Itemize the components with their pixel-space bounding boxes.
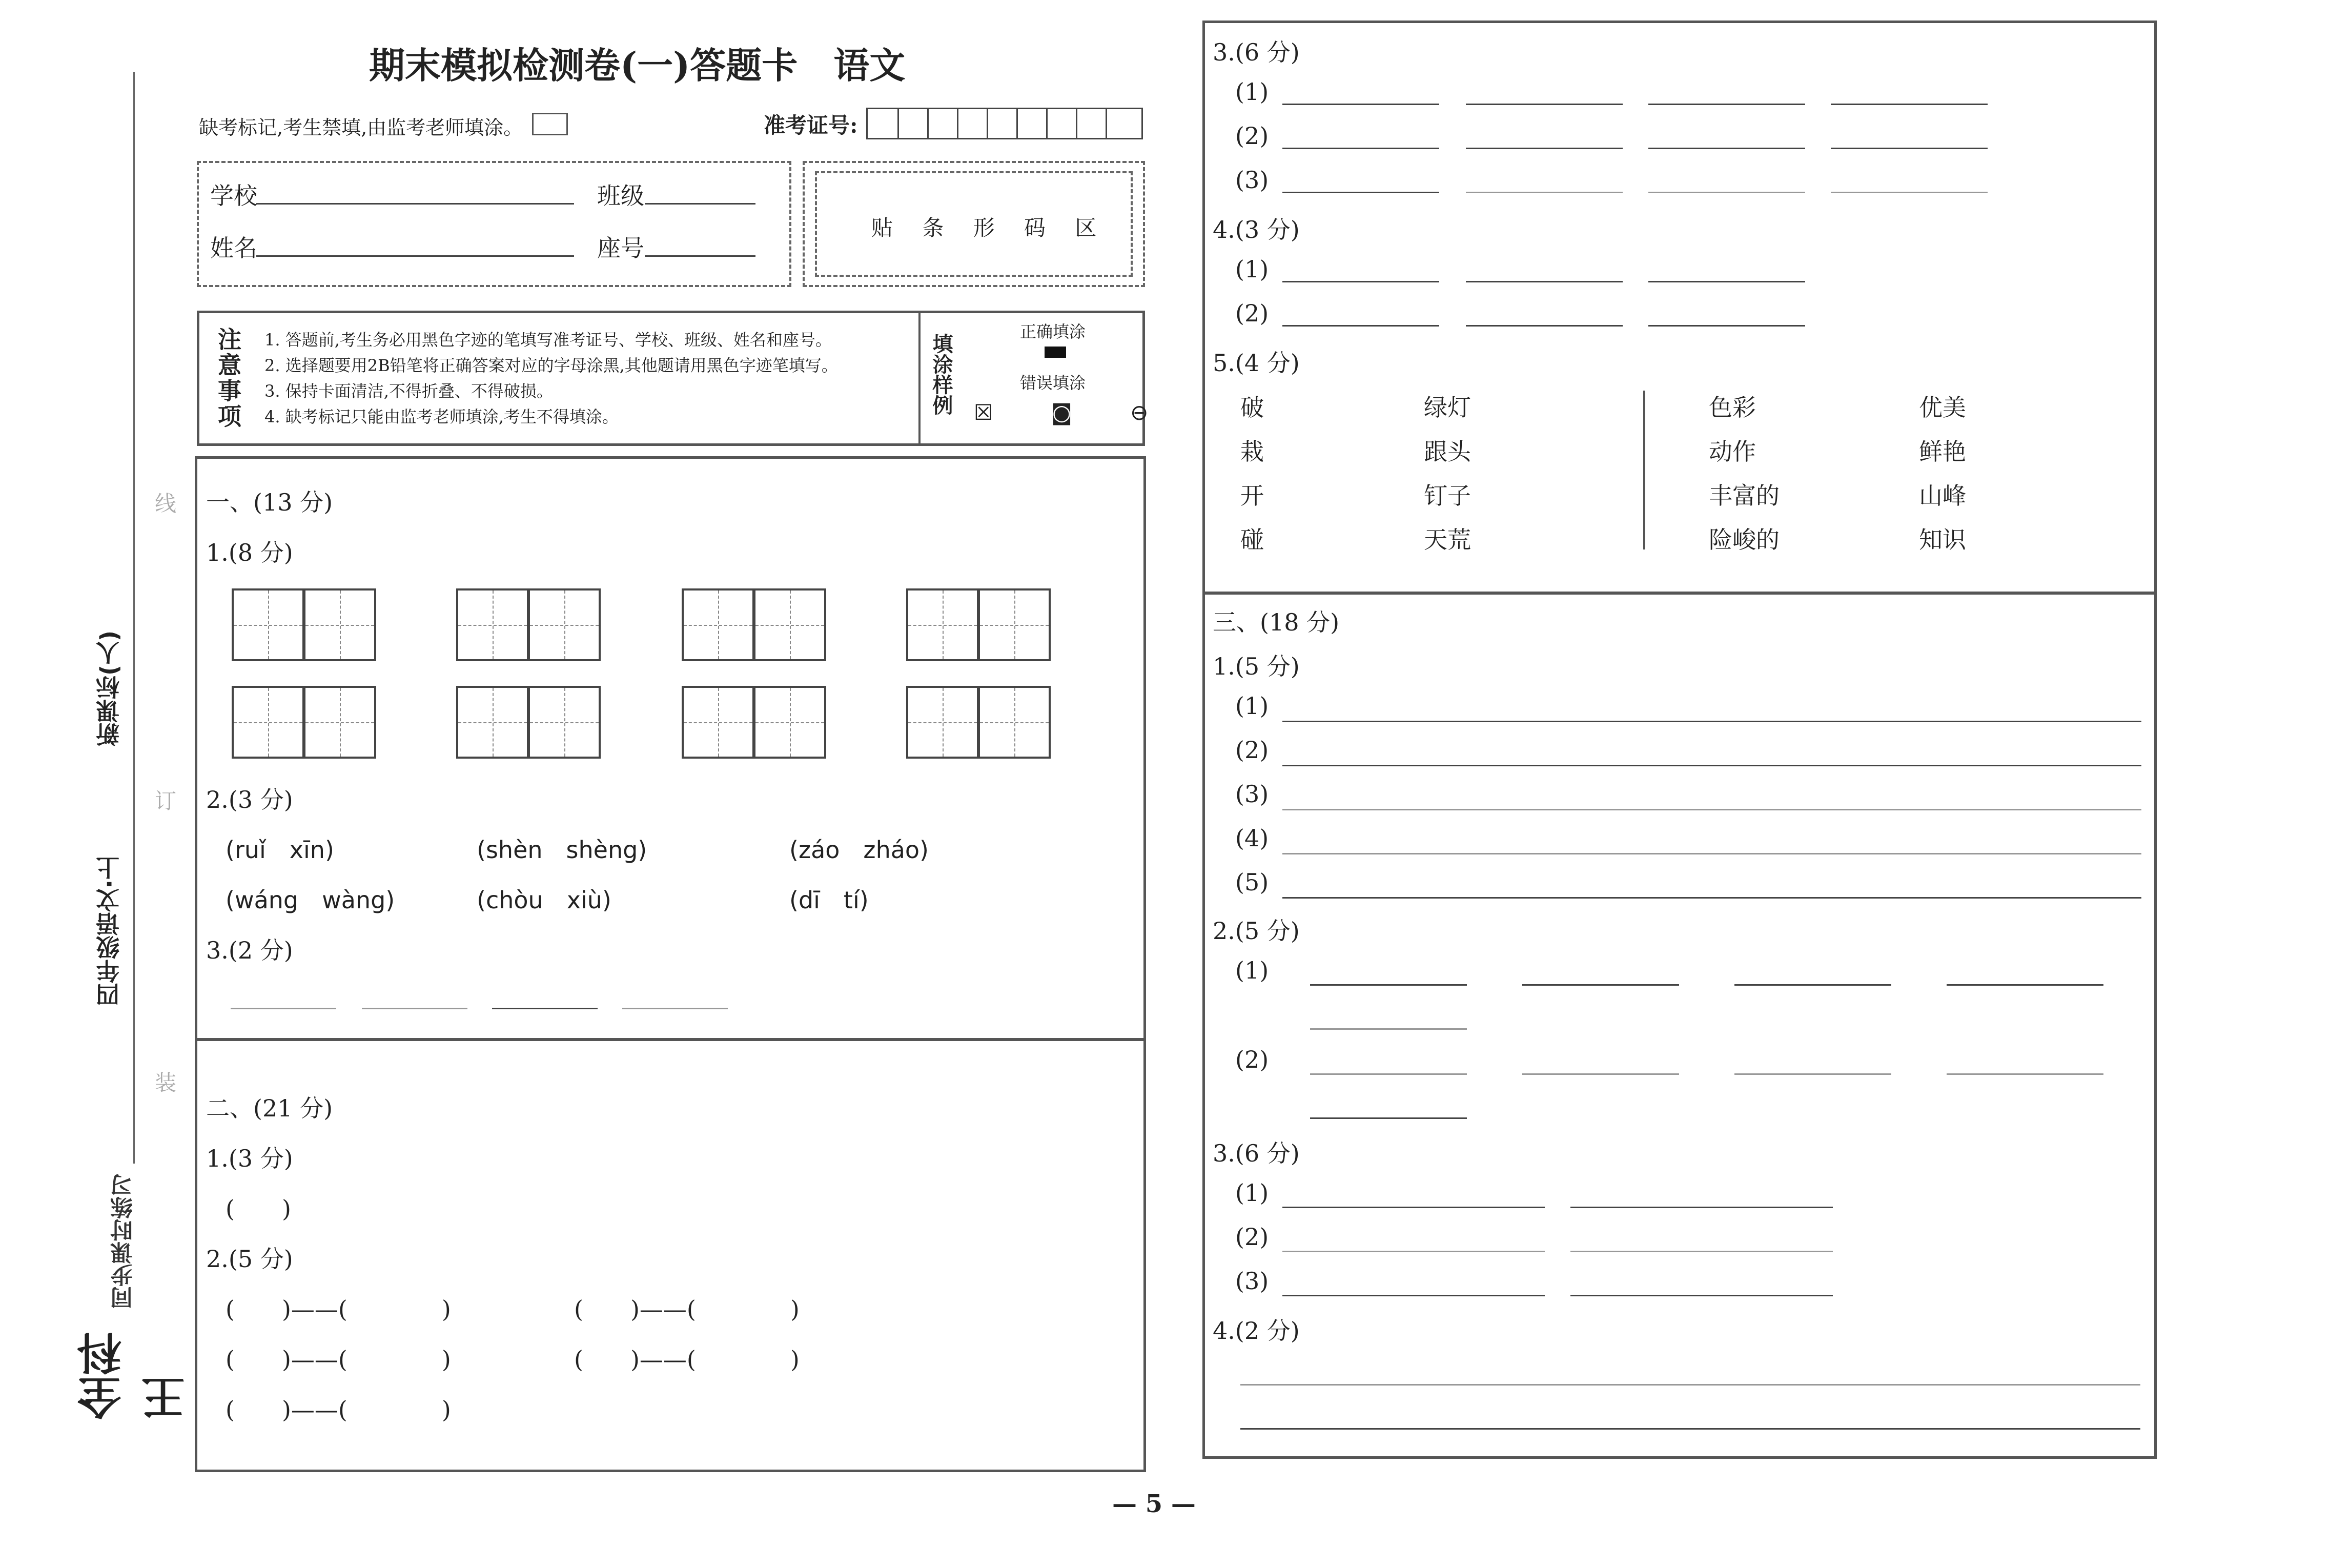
- match-column: [1709, 385, 1780, 562]
- pinyin-item[interactable]: (wáng wàng): [226, 886, 395, 914]
- answer-line[interactable]: [1522, 984, 1679, 986]
- page-number: — 5 —: [1112, 1490, 1196, 1518]
- answer-line[interactable]: [1947, 984, 2103, 986]
- note-item: 3. 保持卡面清洁,不得折叠、不得破损。: [264, 381, 553, 401]
- part3-q1: 1.(5 分): [1213, 653, 1300, 680]
- part3-q2: 2.(5 分): [1213, 917, 1300, 945]
- part2-q1-blank[interactable]: ( ): [226, 1195, 291, 1223]
- exam-id-boxes[interactable]: [866, 108, 1143, 139]
- answer-line[interactable]: [1282, 148, 1439, 149]
- rt-q3-item: (3): [1235, 166, 1269, 194]
- match-word[interactable]: 绿灯: [1424, 394, 1471, 421]
- pinyin-item[interactable]: (chòu xiù): [477, 886, 611, 914]
- answer-line[interactable]: [1648, 325, 1805, 327]
- p3-q3-item: (2): [1235, 1223, 1269, 1251]
- tian-cell[interactable]: [303, 588, 376, 661]
- answer-line[interactable]: [1282, 721, 2141, 722]
- note-item: 4. 缺考标记只能由监考老师填涂,考生不得填涂。: [264, 407, 619, 426]
- tian-cell[interactable]: [682, 588, 754, 661]
- right-top-box: [1202, 21, 2157, 595]
- p3-q3-item: (1): [1235, 1179, 1269, 1207]
- binding-strip: [21, 67, 193, 1420]
- match-word[interactable]: 动作: [1709, 438, 1756, 465]
- answer-line[interactable]: [1282, 1251, 1545, 1252]
- answer-line[interactable]: [1240, 1428, 2140, 1430]
- match-word[interactable]: 开: [1240, 482, 1264, 510]
- binding-mark-pack: 装: [155, 1070, 177, 1095]
- answer-line[interactable]: [1282, 192, 1439, 193]
- match-column: [1240, 385, 1264, 562]
- answer-line[interactable]: [1648, 281, 1805, 282]
- answer-line[interactable]: [1282, 809, 2141, 810]
- tian-cell[interactable]: [528, 686, 601, 759]
- answer-line[interactable]: [1570, 1295, 1833, 1296]
- answer-line[interactable]: [1648, 104, 1805, 105]
- word-pair[interactable]: ( )——( ): [574, 1295, 800, 1323]
- tian-cell[interactable]: [906, 588, 979, 661]
- answer-line[interactable]: [492, 1008, 598, 1009]
- match-word[interactable]: 丰富的: [1709, 482, 1780, 510]
- answer-line[interactable]: [1466, 281, 1623, 282]
- word-pair[interactable]: ( )——( ): [226, 1295, 451, 1323]
- seat-field[interactable]: [645, 255, 755, 257]
- match-word[interactable]: 天荒: [1424, 526, 1471, 554]
- match-column: [1424, 385, 1471, 562]
- correct-sample-mark: [1045, 347, 1066, 358]
- answer-line[interactable]: [1648, 192, 1805, 193]
- p3-q1-item: (4): [1235, 824, 1269, 852]
- match-word[interactable]: 碰: [1240, 526, 1264, 554]
- answer-line[interactable]: [1947, 1073, 2103, 1075]
- answer-line[interactable]: [1282, 281, 1439, 282]
- pinyin-item[interactable]: (záo zháo): [789, 836, 929, 864]
- correct-label: 正确填涂: [1020, 322, 1086, 341]
- grade-label: 四年级语文·上: [95, 856, 123, 1007]
- match-word[interactable]: 鲜艳: [1919, 438, 1966, 465]
- part1-q1: 1.(8 分): [206, 539, 293, 566]
- tian-cell[interactable]: [906, 686, 979, 759]
- part3-heading: 三、(18 分): [1213, 608, 1340, 636]
- part1-q3: 3.(2 分): [206, 936, 293, 964]
- notes-heading: 注意事项: [214, 327, 242, 430]
- p3-q1-item: (5): [1235, 868, 1269, 896]
- answer-line[interactable]: [1282, 1207, 1545, 1208]
- answer-line[interactable]: [1282, 853, 2141, 854]
- tian-cell[interactable]: [232, 588, 304, 661]
- absent-note: 缺考标记,考生禁填,由监考老师填涂。: [199, 116, 523, 139]
- word-pair[interactable]: ( )——( ): [226, 1346, 451, 1373]
- binding-mark-line: 线: [155, 491, 177, 516]
- part1-q2: 2.(3 分): [206, 786, 293, 813]
- wrong-sample-marks: ☒ ◙ ⊖: [974, 400, 1174, 425]
- rt-q4: 4.(3 分): [1213, 216, 1300, 243]
- tian-cell[interactable]: [682, 686, 754, 759]
- part2-heading: 二、(21 分): [206, 1094, 333, 1122]
- rt-q5: 5.(4 分): [1213, 349, 1300, 377]
- word-pair[interactable]: ( )——( ): [574, 1346, 800, 1373]
- answer-line[interactable]: [1466, 192, 1623, 193]
- match-word[interactable]: 山峰: [1919, 482, 1966, 510]
- rt-q4-item: (1): [1235, 255, 1269, 283]
- p3-q1-item: (3): [1235, 780, 1269, 808]
- part2-q2: 2.(5 分): [206, 1245, 293, 1273]
- match-column: [1919, 385, 1966, 562]
- answer-line[interactable]: [1570, 1251, 1833, 1252]
- class-label: 班级: [597, 182, 644, 210]
- name-field[interactable]: [256, 255, 574, 257]
- tian-cell[interactable]: [303, 686, 376, 759]
- p3-q3-item: (3): [1235, 1267, 1269, 1295]
- match-word[interactable]: 优美: [1919, 394, 1966, 421]
- part3-q3: 3.(6 分): [1213, 1139, 1300, 1167]
- answer-line[interactable]: [1466, 325, 1623, 327]
- exam-id-label: 准考证号:: [764, 113, 858, 138]
- pinyin-item[interactable]: (ruǐ xīn): [226, 836, 334, 864]
- school-field[interactable]: [256, 203, 574, 205]
- school-label: 学校: [210, 182, 257, 210]
- brand-logo: 全科王: [77, 1332, 193, 1420]
- match-word[interactable]: 色彩: [1709, 394, 1756, 421]
- match-word[interactable]: 栽: [1240, 438, 1264, 465]
- answer-line[interactable]: [1282, 104, 1439, 105]
- rt-q3-item: (2): [1235, 122, 1269, 150]
- tian-cell[interactable]: [528, 588, 601, 661]
- p3-q1-item: (1): [1235, 692, 1269, 720]
- match-word[interactable]: 钉子: [1424, 482, 1471, 510]
- seat-label: 座号: [597, 234, 644, 262]
- match-word[interactable]: 破: [1240, 394, 1264, 421]
- answer-line[interactable]: [1466, 148, 1623, 149]
- match-word[interactable]: 险峻的: [1709, 526, 1780, 554]
- note-item: 2. 选择题要用2B铅笔将正确答案对应的字母涂黑,其他题请用黑色字迹笔填写。: [264, 356, 838, 375]
- edition-label: 新课标(人): [95, 630, 123, 747]
- answer-line[interactable]: [1831, 148, 1988, 149]
- part3-q4: 4.(2 分): [1213, 1317, 1300, 1345]
- answer-line[interactable]: [1282, 765, 2141, 766]
- answer-line[interactable]: [362, 1008, 467, 1009]
- tian-cell[interactable]: [232, 686, 304, 759]
- answer-line[interactable]: [1570, 1207, 1833, 1208]
- match-divider: [1643, 391, 1645, 549]
- tian-cell[interactable]: [978, 588, 1051, 661]
- tian-cell[interactable]: [978, 686, 1051, 759]
- rt-q3-item: (1): [1235, 78, 1269, 106]
- class-field[interactable]: [645, 203, 755, 205]
- absent-checkbox[interactable]: [532, 113, 568, 135]
- answer-line[interactable]: [1831, 104, 1988, 105]
- match-word[interactable]: 知识: [1919, 526, 1966, 554]
- wrong-label: 错误填涂: [1020, 373, 1086, 393]
- answer-line[interactable]: [622, 1008, 728, 1009]
- answer-line[interactable]: [1240, 1384, 2140, 1386]
- word-pair[interactable]: ( )——( ): [226, 1396, 451, 1423]
- answer-line[interactable]: [1282, 1295, 1545, 1296]
- sample-heading: 填涂样例: [929, 333, 953, 415]
- binding-line: [133, 72, 135, 1164]
- pinyin-item[interactable]: (shèn shèng): [477, 836, 647, 864]
- binding-mark-bind: 订: [155, 788, 177, 813]
- student-info-box: [197, 161, 791, 287]
- note-item: 1. 答题前,考生务必用黑色字迹的笔填写准考证号、学校、班级、姓名和座号。: [264, 330, 832, 350]
- notes-list: [264, 327, 838, 430]
- tian-cell[interactable]: [456, 588, 529, 661]
- tian-cell[interactable]: [753, 686, 826, 759]
- answer-line[interactable]: [1648, 148, 1805, 149]
- page-title: 期末模拟检测卷(一)答题卡 语文: [369, 44, 906, 87]
- part1-heading: 一、(13 分): [206, 488, 333, 516]
- notes-divider: [918, 311, 921, 446]
- name-label: 姓名: [210, 234, 257, 262]
- rt-q3: 3.(6 分): [1213, 38, 1300, 66]
- answer-line[interactable]: [1522, 1073, 1679, 1075]
- rt-q4-item: (2): [1235, 299, 1269, 327]
- p3-q1-item: (2): [1235, 736, 1269, 764]
- answer-line[interactable]: [1310, 1117, 1467, 1119]
- part2-q1: 1.(3 分): [206, 1145, 293, 1172]
- match-word[interactable]: 跟头: [1424, 438, 1471, 465]
- barcode-label: 贴 条 形 码 区: [871, 215, 1108, 240]
- tian-cell[interactable]: [456, 686, 529, 759]
- pinyin-item[interactable]: (dī tí): [789, 886, 869, 914]
- answer-line[interactable]: [1310, 1073, 1467, 1075]
- answer-line[interactable]: [1466, 104, 1623, 105]
- answer-line[interactable]: [1282, 897, 2141, 899]
- answer-line[interactable]: [1734, 984, 1891, 986]
- answer-line[interactable]: [1310, 1028, 1467, 1030]
- answer-line[interactable]: [1282, 325, 1439, 327]
- answer-line[interactable]: [1310, 984, 1467, 986]
- p3-q2-item: (1): [1235, 956, 1269, 984]
- answer-line[interactable]: [231, 1008, 336, 1009]
- p3-q2-item: (2): [1235, 1046, 1269, 1073]
- answer-line[interactable]: [1734, 1073, 1891, 1075]
- brand-sub: 同步课时练习: [111, 1174, 137, 1309]
- answer-line[interactable]: [1831, 192, 1988, 193]
- tian-cell[interactable]: [753, 588, 826, 661]
